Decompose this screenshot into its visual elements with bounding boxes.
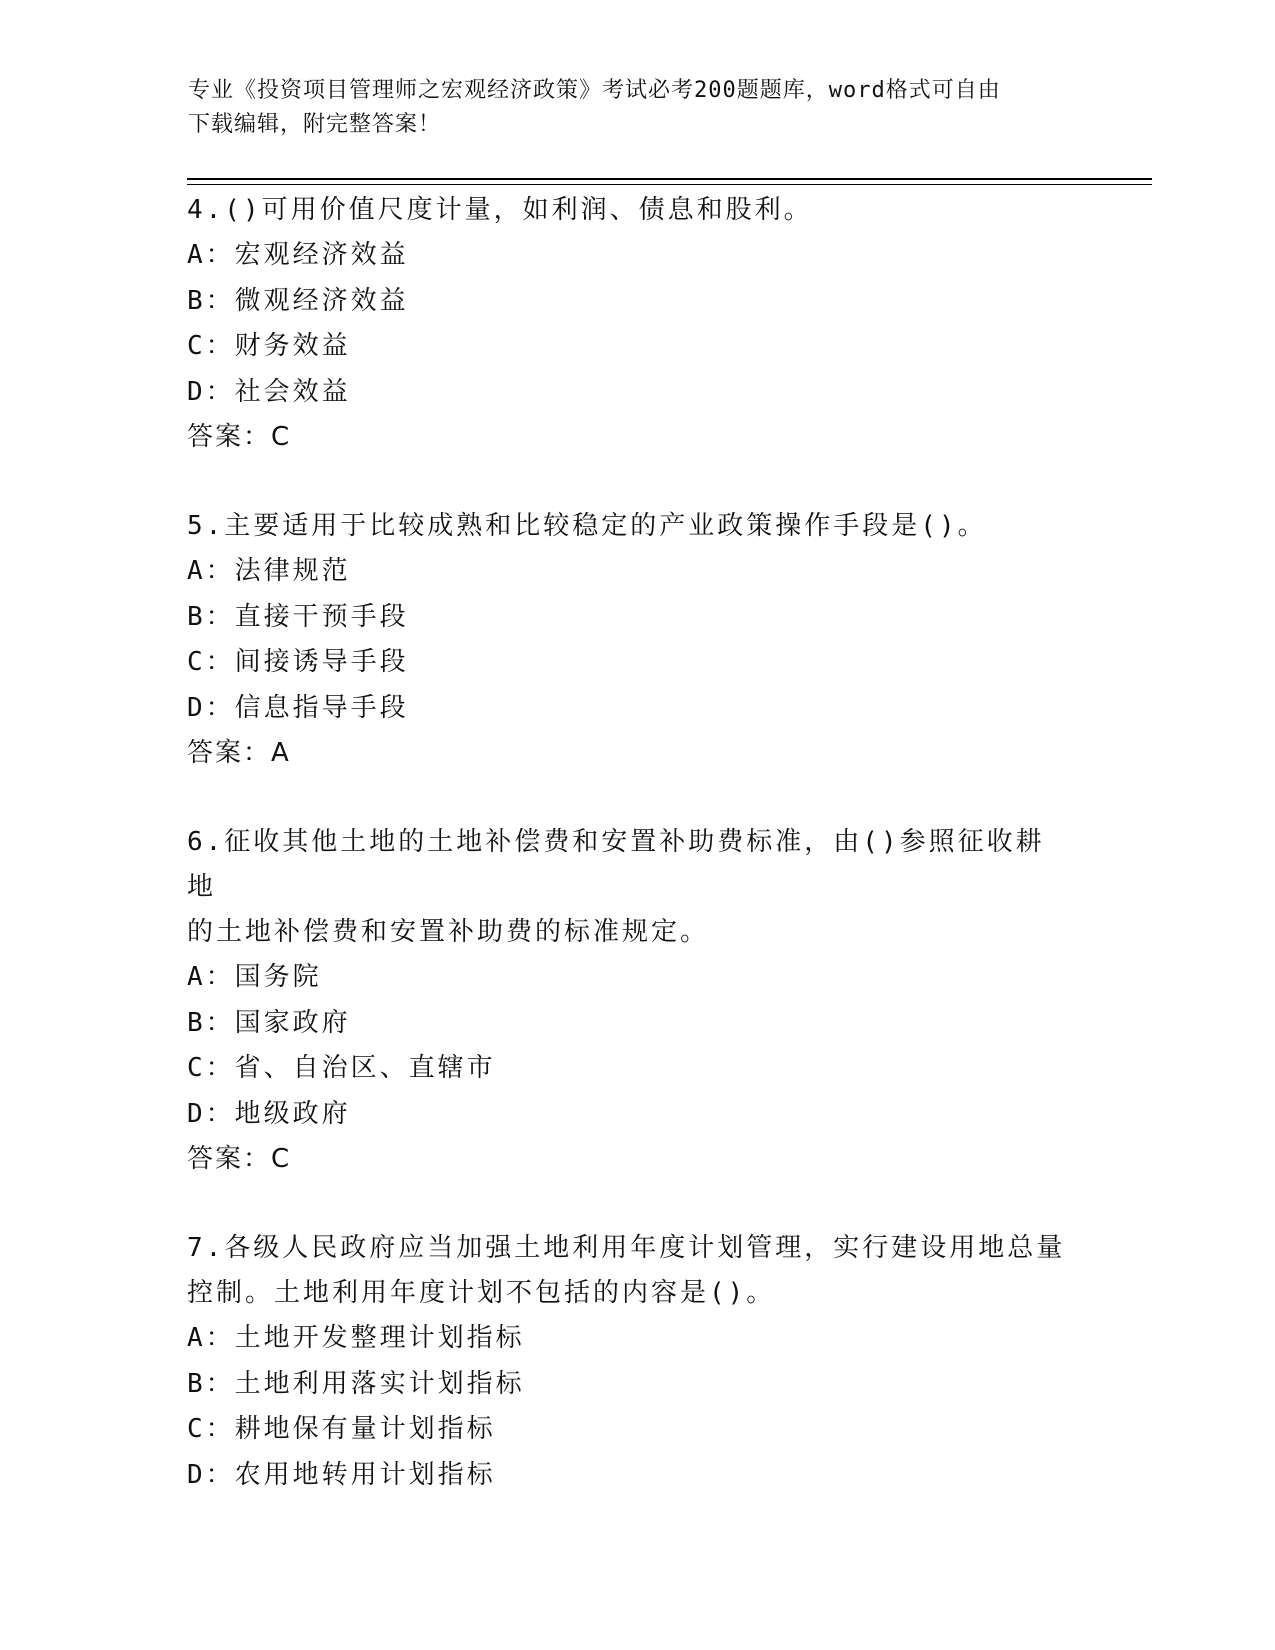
answer: 答案：A: [187, 738, 291, 768]
header-divider-thin: [187, 184, 1152, 185]
question-stem-line-2: 的土地补偿费和安置补助费的标准规定。: [187, 917, 710, 947]
question-6: [187, 820, 1067, 1182]
option-d: D：地级政府: [187, 1098, 351, 1129]
option-b: B：微观经济效益: [187, 285, 409, 316]
option-d: D：农用地转用计划指标: [187, 1459, 496, 1490]
option-a: A：宏观经济效益: [187, 240, 409, 270]
document-header: [188, 74, 1068, 142]
question-stem-line-1: 7.各级人民政府应当加强土地利用年度计划管理，实行建设用地总量: [187, 1233, 1066, 1263]
answer: 答案：C: [187, 1144, 292, 1174]
option-d: D：信息指导手段: [187, 692, 409, 723]
option-b: B：直接干预手段: [187, 601, 409, 632]
header-line-1: 专业《投资项目管理师之宏观经济政策》考试必考200题题库，word格式可自由: [188, 78, 1001, 103]
question-5: [187, 504, 1067, 776]
option-b: B：土地利用落实计划指标: [187, 1368, 525, 1399]
question-7: [187, 1226, 1067, 1498]
option-c: C：财务效益: [187, 331, 351, 361]
question-4: [187, 188, 1067, 460]
question-stem-line-2: 控制。土地利用年度计划不包括的内容是()。: [187, 1278, 776, 1308]
option-a: A：法律规范: [187, 556, 351, 586]
header-divider-thick: [187, 178, 1152, 180]
option-c: C：耕地保有量计划指标: [187, 1414, 496, 1444]
question-stem: 4.()可用价值尺度计量，如利润、债息和股利。: [187, 195, 813, 225]
answer: 答案：C: [187, 422, 292, 452]
option-a: A：土地开发整理计划指标: [187, 1323, 525, 1353]
header-line-2: 下载编辑，附完整答案！: [188, 112, 442, 137]
option-d: D：社会效益: [187, 376, 351, 407]
question-list: [187, 188, 1067, 1542]
option-b: B：国家政府: [187, 1007, 351, 1038]
option-a: A：国务院: [187, 962, 322, 992]
option-c: C：省、自治区、直辖市: [187, 1053, 496, 1083]
question-stem-line-1: 6.征收其他土地的土地补偿费和安置补助费标准，由()参照征收耕地: [187, 827, 1045, 902]
option-c: C：间接诱导手段: [187, 647, 409, 677]
question-stem: 5.主要适用于比较成熟和比较稳定的产业政策操作手段是()。: [187, 511, 987, 541]
